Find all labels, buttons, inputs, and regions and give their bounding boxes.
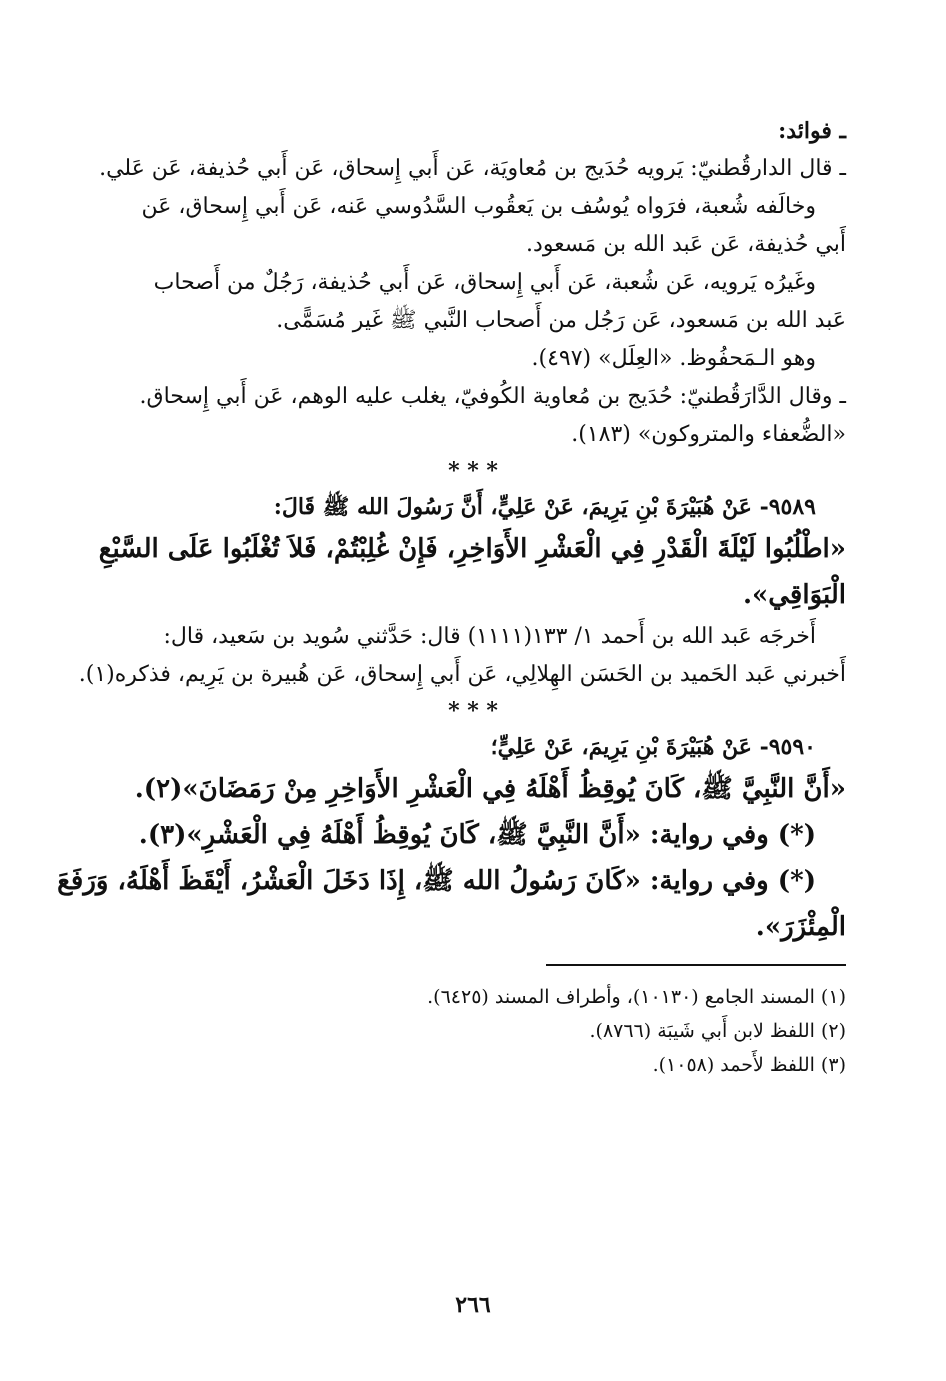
page-number: ٢٦٦	[455, 1292, 491, 1318]
section-separator-2: * * *	[448, 698, 498, 724]
benefits-line-6: وهو الـمَحفُوظ. «العِلَل» (٤٩٧).	[531, 346, 816, 371]
hadith-9589-intro: ٩٥٨٩- عَنْ هُبَيْرَةَ بْنِ يَرِيمَ، عَنْ عَلِيٍّ، أَنَّ رَسُولَ الله ﷺ قَالَ:	[273, 494, 816, 520]
benefits-line-1: ـ قال الدارقُطنيّ: يَرويه حُدَيج بن مُعاويَة، عَن أَبي إِسحاق، عَن أَبي حُذيفة، عَن عَلي.	[99, 156, 846, 181]
page-body	[57, 112, 846, 1082]
hadith-9589-takhrij-2: أَخبرني عَبد الحَميد بن الحَسَن الهِلالِي، عَن أَبي إِسحاق، عَن هُبيرة بن يَرِيم، فذكره(١).	[78, 662, 846, 687]
benefits-line-2: وخالَفه شُعبة، فرَواه يُوسُف بن يَعقُوب السَّدُوسي عَنه، عَن أَبي إِسحاق، عَن	[141, 194, 816, 219]
hadith-9590-text-1: «أَنَّ النَّبِيَّ ﷺ، كَانَ يُوقِظُ أَهْلَهُ فِي الْعَشْرِ الأَوَاخِرِ مِنْ رَمَضَانَ»(٢).	[134, 774, 846, 804]
hadith-9589-text-2: الْبَوَاقِي».	[742, 580, 846, 610]
hadith-9590-riwaya-1: (*) وفي رواية: «أَنَّ النَّبِيَّ ﷺ، كَانَ يُوقِظُ أَهْلَهُ فِي الْعَشْرِ»(٣).	[138, 820, 816, 850]
hadith-9589-takhrij-1: أَخرجَه عَبد الله بن أَحمد ١/ ١٣٣(١١١١) قال: حَدَّثني سُويد بن سَعيد، قال:	[163, 624, 816, 649]
benefits-heading: ـ فوائد:	[778, 118, 846, 144]
benefits-line-4: وغَيرُه يَرويه، عَن شُعبة، عَن أَبي إِسحاق، عَن أَبي حُذيفة، رَجُلٌ من أَصحاب	[153, 270, 816, 295]
benefits-line-3: أَبي حُذيفة، عَن عَبد الله بن مَسعود.	[526, 232, 846, 257]
benefits-line-5: عَبد الله بن مَسعود، عَن رَجُل من أَصحاب النَّبي ﷺ غَير مُسَمًّى.	[276, 308, 846, 333]
hadith-9590-riwaya-2b: الْمِئْزَرَ».	[755, 912, 846, 942]
footnote-1: (١) المسند الجامع (١٠١٣٠)، وأطراف المسند (٦٤٢٥).	[427, 986, 846, 1008]
footnote-2: (٢) اللفظ لابن أَبي شَيبَة (٨٧٦٦).	[589, 1020, 846, 1042]
benefits-line-8: «الضُّعفاء والمتروكون» (١٨٣).	[571, 422, 846, 447]
hadith-9590-intro: ٩٥٩٠- عَنْ هُبَيْرَةَ بْنِ يَرِيمَ، عَنْ عَلِيٍّ؛	[490, 734, 816, 760]
section-separator: * * *	[448, 458, 498, 484]
footnote-3: (٣) اللفظ لأَحمد (١٠٥٨).	[652, 1054, 846, 1076]
footnote-rule	[546, 964, 846, 966]
benefits-line-7: ـ وقال الدَّارَقُطنيّ: حُدَيج بن مُعاوية الكُوفيّ، يغلب عليه الوهم، عَن أَبي إِسحاق.	[139, 384, 846, 409]
hadith-9589-text-1: «اطْلُبُوا لَيْلَةَ الْقَدْرِ فِي الْعَشْرِ الأَوَاخِرِ، فَإِنْ غُلِبْتُمْ، فَلاَ تُغْلَبُوا عَلَى السَّبْعِ	[98, 534, 846, 564]
hadith-9590-riwaya-2a: (*) وفي رواية: «كَانَ رَسُولُ الله ﷺ، إِذَا دَخَلَ الْعَشْرُ، أَيْقَظَ أَهْلَهُ، وَرَفَعَ	[57, 866, 816, 896]
